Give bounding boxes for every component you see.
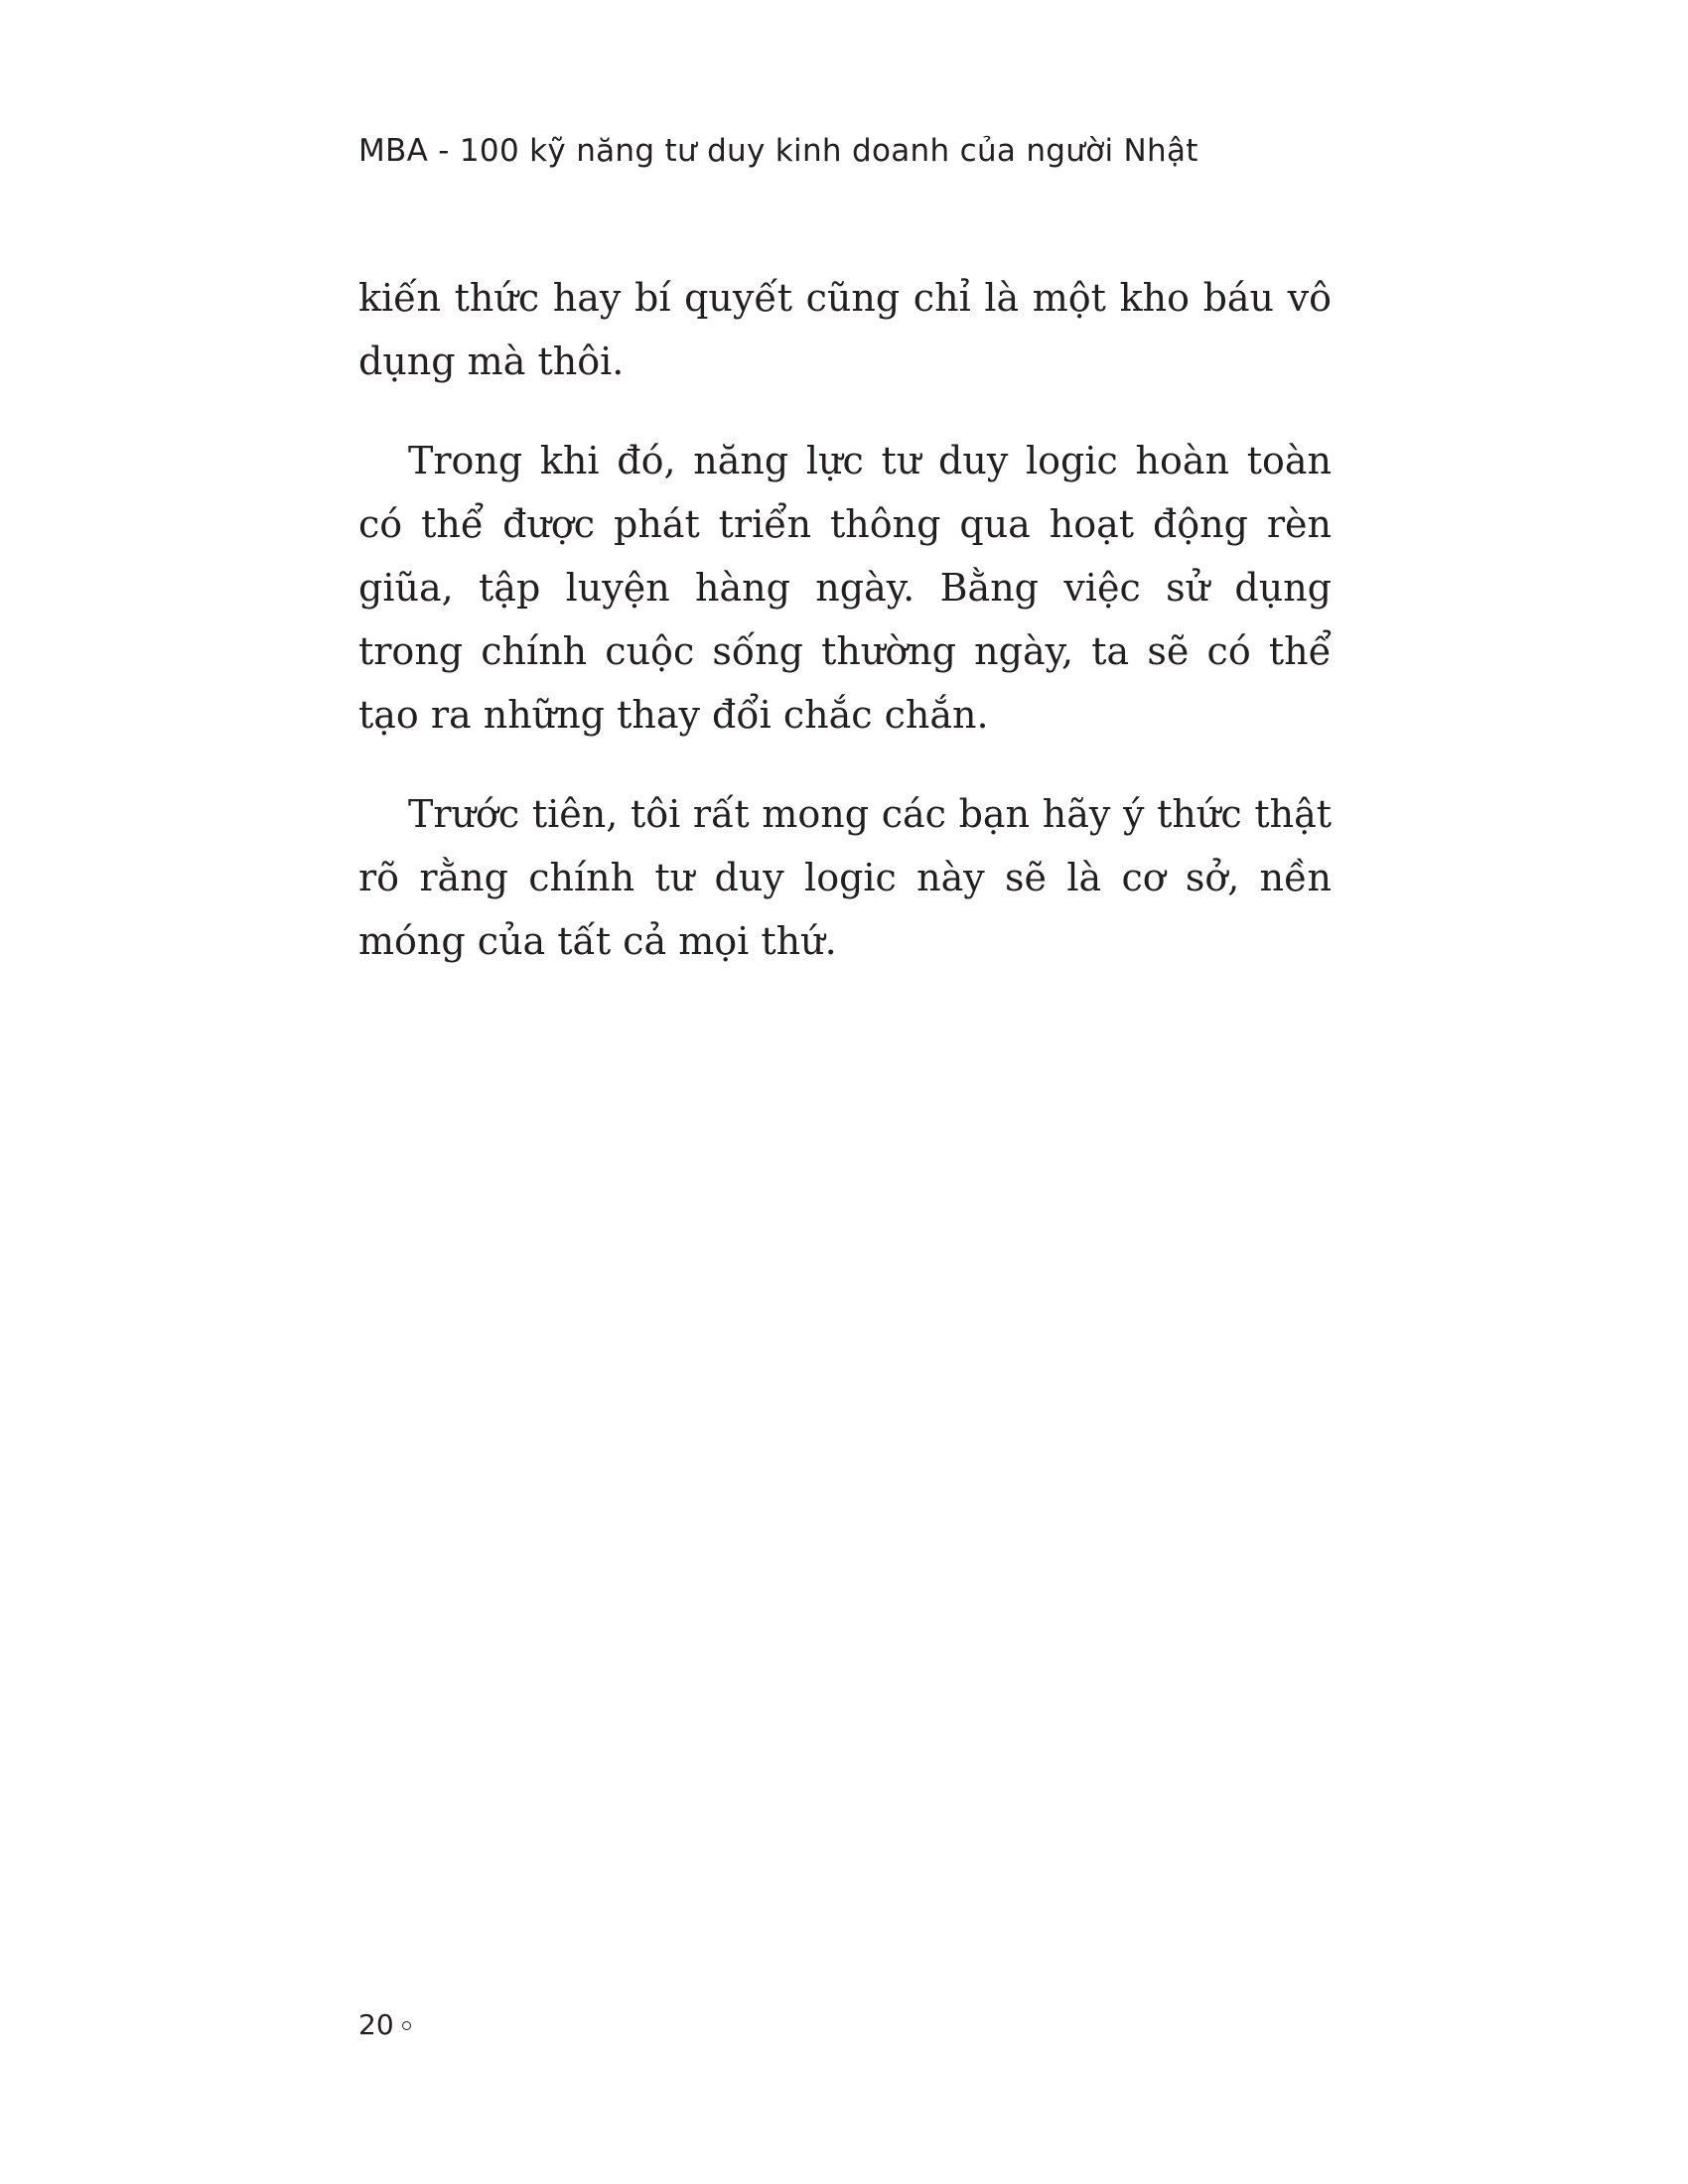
paragraph: Trong khi đó, năng lực tư duy logic hoàn toàn có thể được phát triển thông qua hoạt động rèn giũa, tập luyện hàng ngày. Bằng việc sử dụng trong chính cuộc sống thường ngày, ta sẽ có thể tạo ra những thay đổi chắc chắn. — [358, 439, 1332, 737]
paragraph: Trước tiên, tôi rất mong các bạn hãy ý thức thật rõ rằng chính tư duy logic này sẽ là cơ sở, nền móng của tất cả mọi thứ. — [358, 792, 1332, 963]
page-number: 20 — [358, 2008, 394, 2041]
bullet-dot-icon — [402, 2021, 411, 2030]
running-header-title: MBA - 100 kỹ năng tư duy kinh doanh của người Nhật — [358, 133, 1198, 169]
body-text — [358, 266, 1332, 1009]
paragraph-continuation: kiến thức hay bí quyết cũng chỉ là một kho báu vô dụng mà thôi. — [358, 276, 1332, 383]
page-footer — [358, 2007, 411, 2043]
